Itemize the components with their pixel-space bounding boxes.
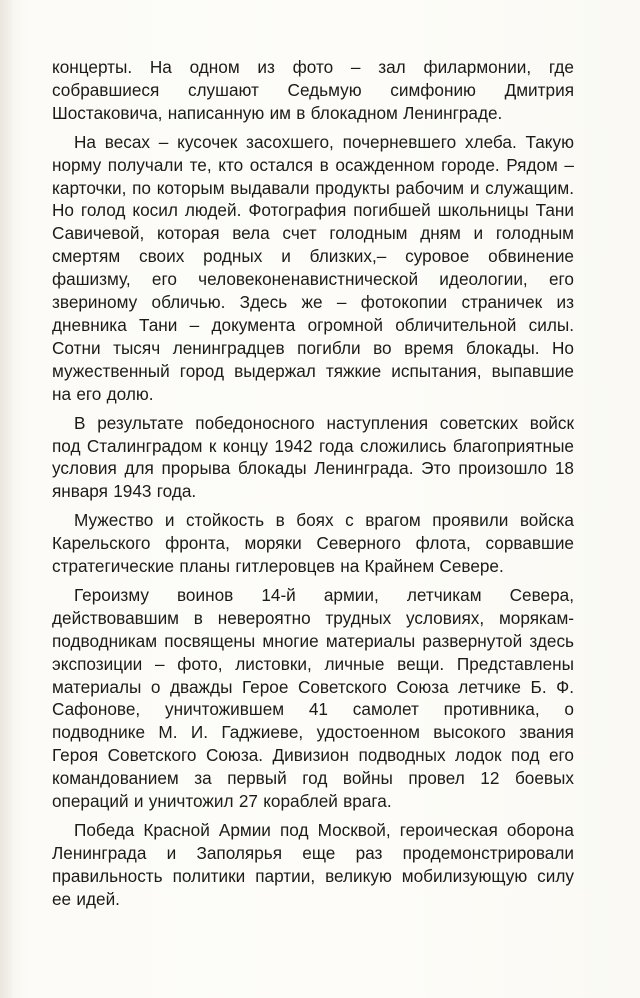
- paragraph-14th-army: Героизму воинов 14-й армии, летчикам Севера, действовавшим в невероятно трудных условиях, морякам-подводникам посвящены многие материалы развернутой здесь экспозиции – фото, листовки, личные вещи. Представлены материалы о дважды Герое Советского Союза летчике Б. Ф. Сафонове, уничтожившем 41 самолет противника, о подводнике М. И. Гаджиеве, удостоенном высокого звания Героя Советского Союза. Дивизион подводных лодок под его командованием за первый год войны провел 12 боевых операций и уничтожил 27 кораблей врага.: [52, 584, 574, 812]
- paragraph-blockade-breakthrough: В результате победоносного наступления советских войск под Сталинградом к концу 1942 года сложились благоприятные условия для прорыва блокады Ленинграда. Это произошло 18 января 1943 года.: [52, 412, 574, 502]
- paragraph-philharmonic: концерты. На одном из фото – зал филармонии, где собравшиеся слушают Седьмую симфонию Дмитрия Шостаковича, написанную им в блокадном Ленинграде.: [52, 57, 574, 123]
- page-text: [52, 56, 574, 917]
- paragraph-karelian-front: Мужество и стойкость в боях с врагом проявили войска Карельского фронта, моряки Северного флота, сорвавшие стратегические планы гитлеровцев на Крайнем Севере.: [52, 510, 574, 577]
- paragraph-victory-moscow: Победа Красной Армии под Москвой, героическая оборона Ленинграда и Заполярья еще раз продемонстрировали правильность политики партии, великую мобилизующую силу ее идей.: [52, 820, 574, 909]
- page-binding-edge: [0, 0, 12, 998]
- paragraph-bread-ration: На весах – кусочек засохшего, почерневшего хлеба. Такую норму получали те, кто остался в осажденном городе. Рядом – карточки, по которым выдавали продукты рабочим и служащим. Но голод косил людей. Фотография погибшей школьницы Тани Савичевой, которая вела счет голодным дням и голодным смертям своих родных и близких,– суровое обвинение фашизму, его человеконенавистнической идеологии, его звериному обличью. Здесь же – фотокопии страничек из дневника Тани – документа огромной обличительной силы. Сотни тысяч ленинградцев погибли во время блокады. Но мужественный город выдержал тяжкие испытания, выпавшие на его долю.: [52, 131, 574, 404]
